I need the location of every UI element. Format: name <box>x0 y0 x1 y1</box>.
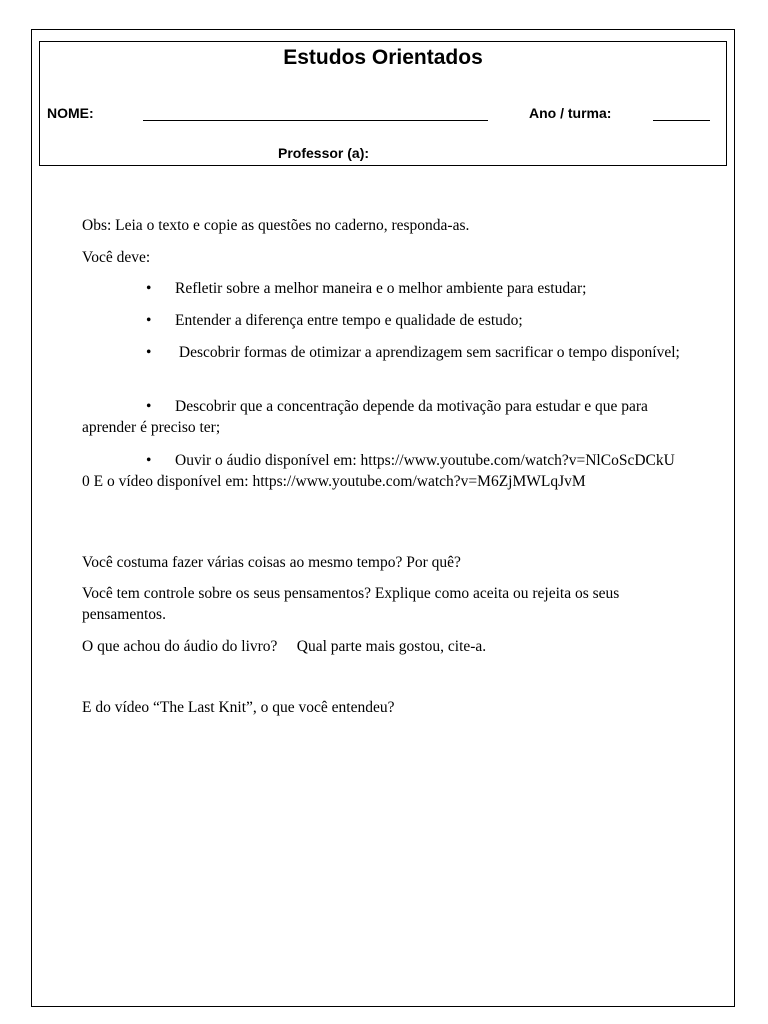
ano-turma-label: Ano / turma: <box>529 105 612 121</box>
obs-text: Obs: Leia o texto e copie as questões no caderno, responda-as. <box>82 217 470 234</box>
question-text: O que achou do áudio do livro? Qual parte mais gostou, cite-a. <box>82 638 487 655</box>
bullet-icon: • <box>146 344 152 361</box>
list-item <box>82 450 682 492</box>
list-item <box>82 310 682 331</box>
list-item-text: Ouvir o áudio disponível em: https://www.youtube.com/watch?v=NlCoScDCkU0 E o vídeo disponível em: https://www.youtube.com/watch?v=M6ZjMWLqJvM <box>82 452 675 490</box>
nome-field-line[interactable] <box>143 102 488 121</box>
list-item-text: Descobrir formas de otimizar a aprendizagem sem sacrificar o tempo disponível; <box>175 344 680 361</box>
page-border <box>31 29 735 1007</box>
list-item <box>82 342 682 363</box>
list-item-text: Descobrir que a concentração depende da motivação para estudar e que para aprender é preciso ter; <box>82 398 648 436</box>
voce-deve-text: Você deve: <box>82 249 151 266</box>
bullet-icon: • <box>146 398 152 415</box>
list-item <box>82 278 682 299</box>
page-title: Estudos Orientados <box>283 46 483 69</box>
list-item-text: Refletir sobre a melhor maneira e o melhor ambiente para estudar; <box>175 280 587 297</box>
list-item <box>82 396 682 438</box>
question-text: E do vídeo “The Last Knit”, o que você entendeu? <box>82 699 395 716</box>
list-item-text: Entender a diferença entre tempo e qualidade de estudo; <box>175 312 523 329</box>
header-box <box>39 41 727 166</box>
professor-label: Professor (a): <box>278 145 370 161</box>
bullet-icon: • <box>146 280 152 297</box>
question-text: Você costuma fazer várias coisas ao mesmo tempo? Por quê? <box>82 554 461 571</box>
nome-label: NOME: <box>47 105 94 121</box>
bullet-icon: • <box>146 452 152 469</box>
question-text: Você tem controle sobre os seus pensamentos? Explique como aceita ou rejeita os seus pensamentos. <box>82 585 620 623</box>
ano-turma-field-line[interactable] <box>653 102 710 121</box>
bullet-icon: • <box>146 312 152 329</box>
